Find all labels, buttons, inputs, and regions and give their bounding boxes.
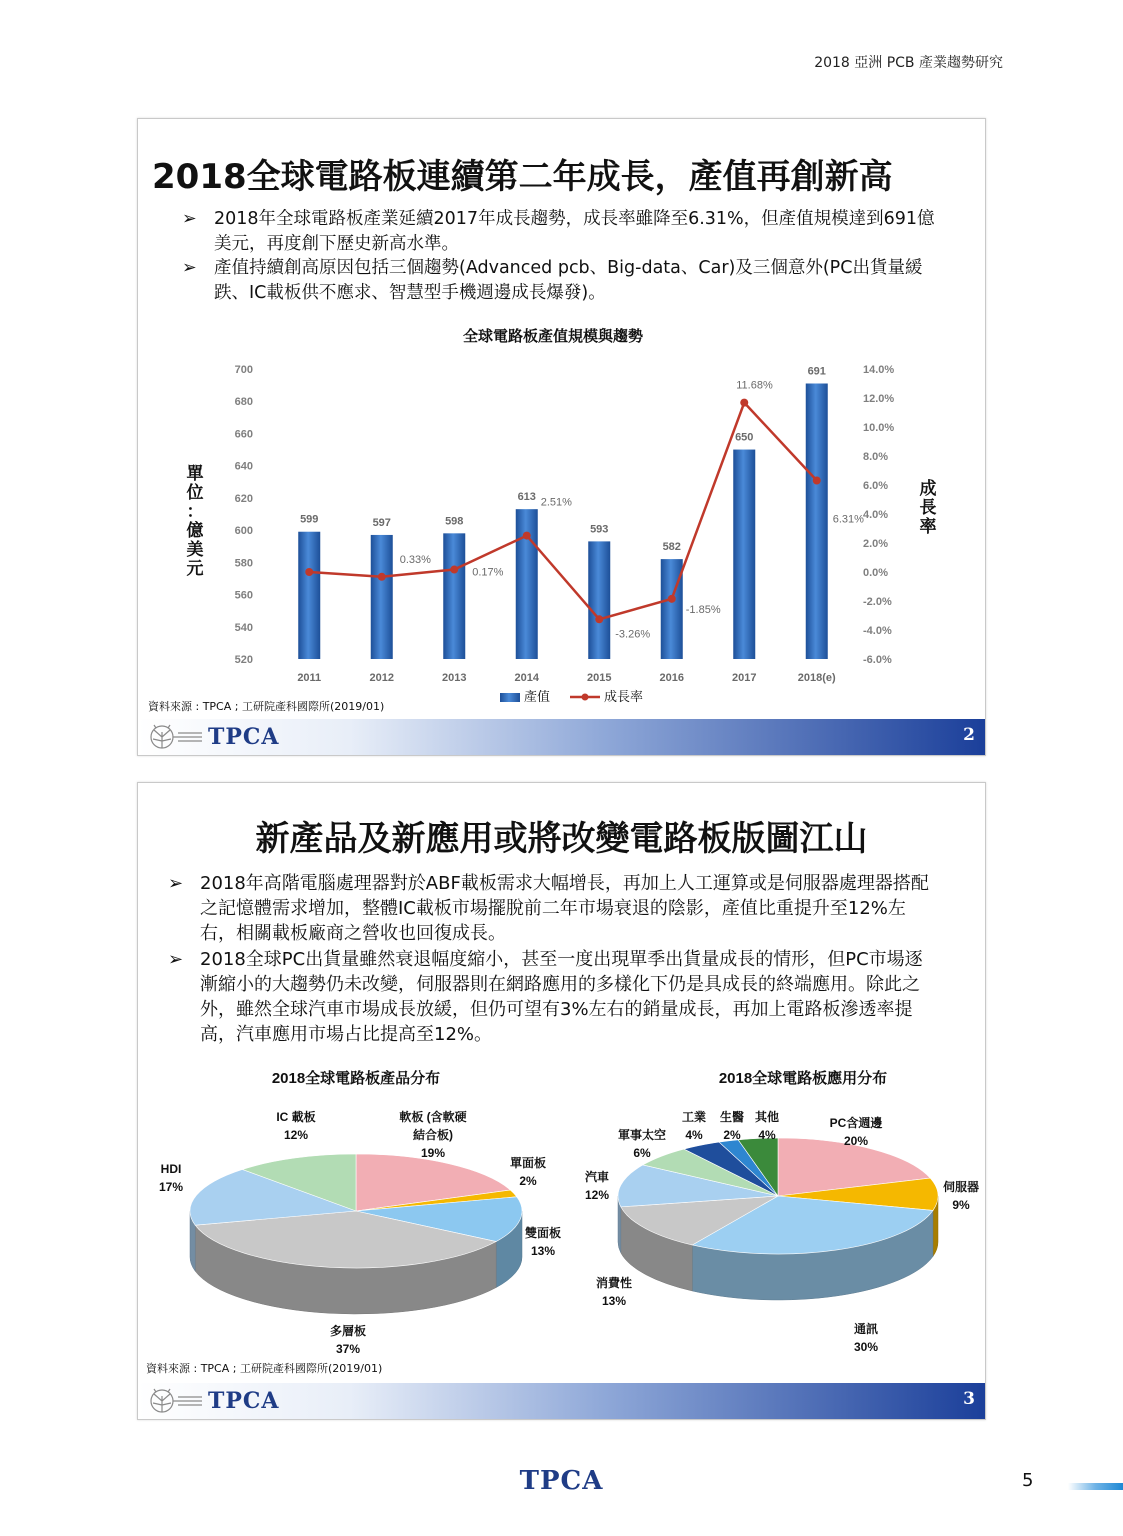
pie-slice-percent: 2%: [723, 1128, 741, 1142]
pie-slice-percent: 2%: [519, 1174, 537, 1188]
pie-slice-percent: 9%: [952, 1198, 970, 1212]
pie-slice-percent: 19%: [420, 1146, 446, 1160]
y2-axis-title-char: 成: [919, 479, 937, 498]
document-header: 2018 亞洲 PCB 產業趨勢研究: [814, 55, 1003, 71]
y2-tick-label: 14.0%: [863, 364, 895, 376]
pie-slice-label: 工業: [681, 1110, 707, 1124]
pie-slice-label: 通訊: [853, 1322, 879, 1336]
pie-slice-percent: 6%: [633, 1146, 651, 1160]
y2-tick-label: -2.0%: [863, 596, 892, 608]
y-axis-title-char: 位: [186, 483, 204, 502]
y-tick-label: 540: [234, 621, 253, 634]
x-tick-label: 2014: [514, 672, 539, 684]
y2-tick-label: 6.0%: [863, 480, 889, 492]
pie-slice-percent: 30%: [853, 1340, 879, 1354]
bar-value-label: 593: [590, 523, 609, 536]
y-tick-label: 520: [234, 654, 253, 666]
y2-axis-title-char: 長: [919, 498, 937, 517]
pie-slice-percent: 20%: [843, 1134, 869, 1148]
slide-3: [137, 782, 986, 1420]
arrow-bullet-icon: ➢: [182, 258, 197, 278]
pie-slice-label: IC 載板: [276, 1110, 316, 1124]
pie-slice-label: 軟板 (含軟硬: [399, 1110, 467, 1124]
pie-slice-label: 結合板): [413, 1128, 453, 1142]
bar-2011: [298, 532, 320, 659]
y2-tick-label: -6.0%: [863, 654, 892, 666]
bullet-text: 2018年高階電腦處理器對於ABF載板需求大幅增長，再加上人工運算或是伺服器處理器搭配之記憶體需求增加，整體IC載板市場擺脫前二年市場衰退的陰影，產值比重提升至12%左右，相關載板廠商之營收也回復成長。: [200, 873, 929, 945]
bar-value-label: 650: [735, 431, 754, 444]
x-tick-label: 2012: [369, 672, 394, 684]
y-tick-label: 620: [234, 492, 253, 505]
slide-number: 2: [963, 725, 975, 745]
footer-brand: [144, 1385, 280, 1417]
x-tick-label: 2015: [587, 672, 612, 684]
growth-rate-label: -3.26%: [615, 628, 651, 641]
growth-rate-label: 0.17%: [472, 566, 504, 579]
y2-tick-label: 2.0%: [863, 538, 889, 550]
y-tick-label: 560: [234, 589, 253, 602]
legend-bar-swatch: [500, 693, 520, 702]
bar-value-label: 691: [807, 365, 826, 378]
y2-tick-label: 4.0%: [863, 509, 889, 521]
bar-2012: [371, 535, 393, 659]
y-axis-title-char: ：: [186, 502, 204, 521]
y2-tick-label: 8.0%: [863, 451, 889, 463]
pie-slice-label: 雙面板: [524, 1226, 562, 1240]
growth-rate-label: 6.31%: [832, 513, 864, 526]
footer-logo-text: TPCA: [208, 724, 280, 750]
pcb-value-trend-chart: [138, 319, 985, 709]
page-brand: TPCA: [519, 1466, 604, 1496]
bullet-item: [168, 947, 938, 1048]
pie-charts: [138, 1061, 985, 1381]
legend-line-marker: [582, 694, 589, 701]
y-axis-title-char: 元: [186, 559, 204, 578]
bullet-item: [182, 256, 942, 305]
bar-2017: [733, 450, 755, 659]
tree-circuit-logo-icon: [144, 722, 204, 752]
pie-slice-percent: 13%: [601, 1294, 627, 1308]
y2-tick-label: -4.0%: [863, 625, 892, 637]
bullet-text: 2018全球PC出貨量雖然衰退幅度縮小，甚至一度出現單季出貨量成長的情形，但PC市場逐漸縮小的大趨勢仍未改變，伺服器則在網路應用的多樣化下仍是具成長的終端應用。除此之外，雖然全球汽車市場成長放緩，但仍可望有3%左右的銷量成長，再加上電路板滲透率提高，汽車應用市場占比提高至12%。: [200, 948, 923, 1046]
y-axis-title-char: 億: [186, 521, 204, 540]
y2-axis-title-char: 率: [919, 517, 937, 536]
y-tick-label: 660: [234, 428, 253, 441]
arrow-bullet-icon: ➢: [182, 209, 197, 229]
bar-value-label: 598: [445, 515, 464, 528]
slide-footer: [138, 1383, 985, 1419]
y-tick-label: 680: [234, 396, 253, 409]
pie-slice-label: 伺服器: [942, 1180, 980, 1194]
pie-slice-percent: 4%: [685, 1128, 703, 1142]
growth-rate-label: 0.33%: [399, 553, 431, 566]
bullet-item: [168, 871, 938, 947]
growth-rate-point: [595, 615, 603, 623]
y-axis-title-char: 單: [186, 464, 204, 483]
growth-rate-label: -1.85%: [685, 603, 721, 616]
pie-slice-percent: 12%: [283, 1128, 309, 1142]
bar-value-label: 582: [662, 541, 681, 554]
page-accent-bar: [1068, 1483, 1123, 1490]
bar-2018(e): [806, 384, 828, 660]
tree-circuit-logo-icon: [144, 1386, 204, 1416]
x-tick-label: 2016: [659, 672, 684, 684]
bar-2013: [443, 533, 465, 659]
chart-title: 全球電路板產值規模與趨勢: [462, 328, 644, 345]
slide-2: [137, 118, 986, 756]
slide-title: 2018全球電路板連續第二年成長，產值再創新高: [152, 157, 893, 197]
page-number: 5: [1022, 1470, 1034, 1491]
y-tick-label: 600: [234, 525, 253, 538]
growth-rate-point: [378, 573, 386, 581]
bullet-list: [182, 207, 942, 305]
bar-value-label: 613: [517, 491, 536, 504]
source-note: 資料來源 : TPCA ; 工研院產科國際所(2019/01): [146, 1362, 383, 1375]
pie-slice-label: 軍事太空: [617, 1128, 667, 1142]
pie-slice-label: 其他: [754, 1110, 780, 1124]
y-tick-label: 700: [234, 364, 253, 376]
growth-rate-point: [740, 399, 748, 407]
source-note: 資料來源 : TPCA ; 工研院產科國際所(2019/01): [148, 700, 385, 713]
bar-value-label: 597: [372, 516, 391, 529]
slide-footer: [138, 719, 985, 755]
x-tick-label: 2017: [732, 672, 757, 684]
legend-label: 產值: [524, 689, 551, 704]
bar-value-label: 599: [300, 513, 319, 526]
pie-slice-percent: 37%: [335, 1342, 361, 1356]
y-axis-title-char: 美: [186, 540, 204, 559]
growth-rate-point: [305, 568, 313, 576]
growth-rate-point: [813, 477, 821, 485]
application-pie-title: 2018全球電路板應用分布: [718, 1070, 888, 1087]
pie-slice-label: HDI: [160, 1162, 182, 1176]
y2-tick-label: 10.0%: [863, 422, 895, 434]
pie-slice-percent: 4%: [758, 1128, 776, 1142]
y2-tick-label: 12.0%: [863, 393, 895, 405]
x-tick-label: 2011: [297, 672, 322, 684]
bar-2015: [588, 541, 610, 659]
pie-slice-label: PC含週邊: [829, 1116, 883, 1130]
growth-rate-point: [523, 532, 531, 540]
y2-tick-label: 0.0%: [863, 567, 889, 579]
x-tick-label: 2013: [442, 672, 467, 684]
bullet-item: [182, 207, 942, 256]
pie-slice-percent: 13%: [530, 1244, 556, 1258]
growth-rate-point: [668, 595, 676, 603]
bullet-text: 產值持續創高原因包括三個趨勢(Advanced pcb、Big-data、Car)及三個意外(PC出貨量緩跌、IC載板供不應求、智慧型手機週邊成長爆發)。: [214, 258, 923, 303]
growth-rate-label: 2.51%: [540, 496, 572, 509]
footer-brand: [144, 721, 280, 753]
pie-slice-label: 消費性: [595, 1276, 633, 1290]
growth-rate-label: 11.68%: [736, 379, 773, 392]
y-tick-label: 580: [234, 557, 253, 570]
bullet-list: [168, 871, 938, 1047]
pie-slice-label: 多層板: [329, 1324, 367, 1338]
footer-logo-text: TPCA: [208, 1388, 280, 1414]
pie-slice-percent: 17%: [158, 1180, 184, 1194]
pie-slice-label: 生醫: [719, 1110, 745, 1124]
pie-slice-label: 單面板: [509, 1156, 547, 1170]
slide-title: 新產品及新應用或將改變電路板版圖江山: [255, 819, 868, 859]
arrow-bullet-icon: ➢: [168, 948, 184, 970]
bar-2016: [661, 559, 683, 659]
pie-slice-percent: 12%: [584, 1188, 610, 1202]
x-tick-label: 2018(e): [797, 672, 836, 684]
growth-rate-point: [450, 566, 458, 574]
product-pie-title: 2018全球電路板產品分布: [271, 1070, 441, 1087]
bullet-text: 2018年全球電路板產業延續2017年成長趨勢，成長率雖降至6.31%，但產值規模達到691億美元，再度創下歷史新高水準。: [214, 209, 935, 254]
arrow-bullet-icon: ➢: [168, 873, 184, 894]
y-tick-label: 640: [234, 460, 253, 473]
slide-number: 3: [963, 1389, 975, 1409]
legend-label: 成長率: [604, 689, 644, 704]
pie-slice-label: 汽車: [584, 1170, 610, 1184]
